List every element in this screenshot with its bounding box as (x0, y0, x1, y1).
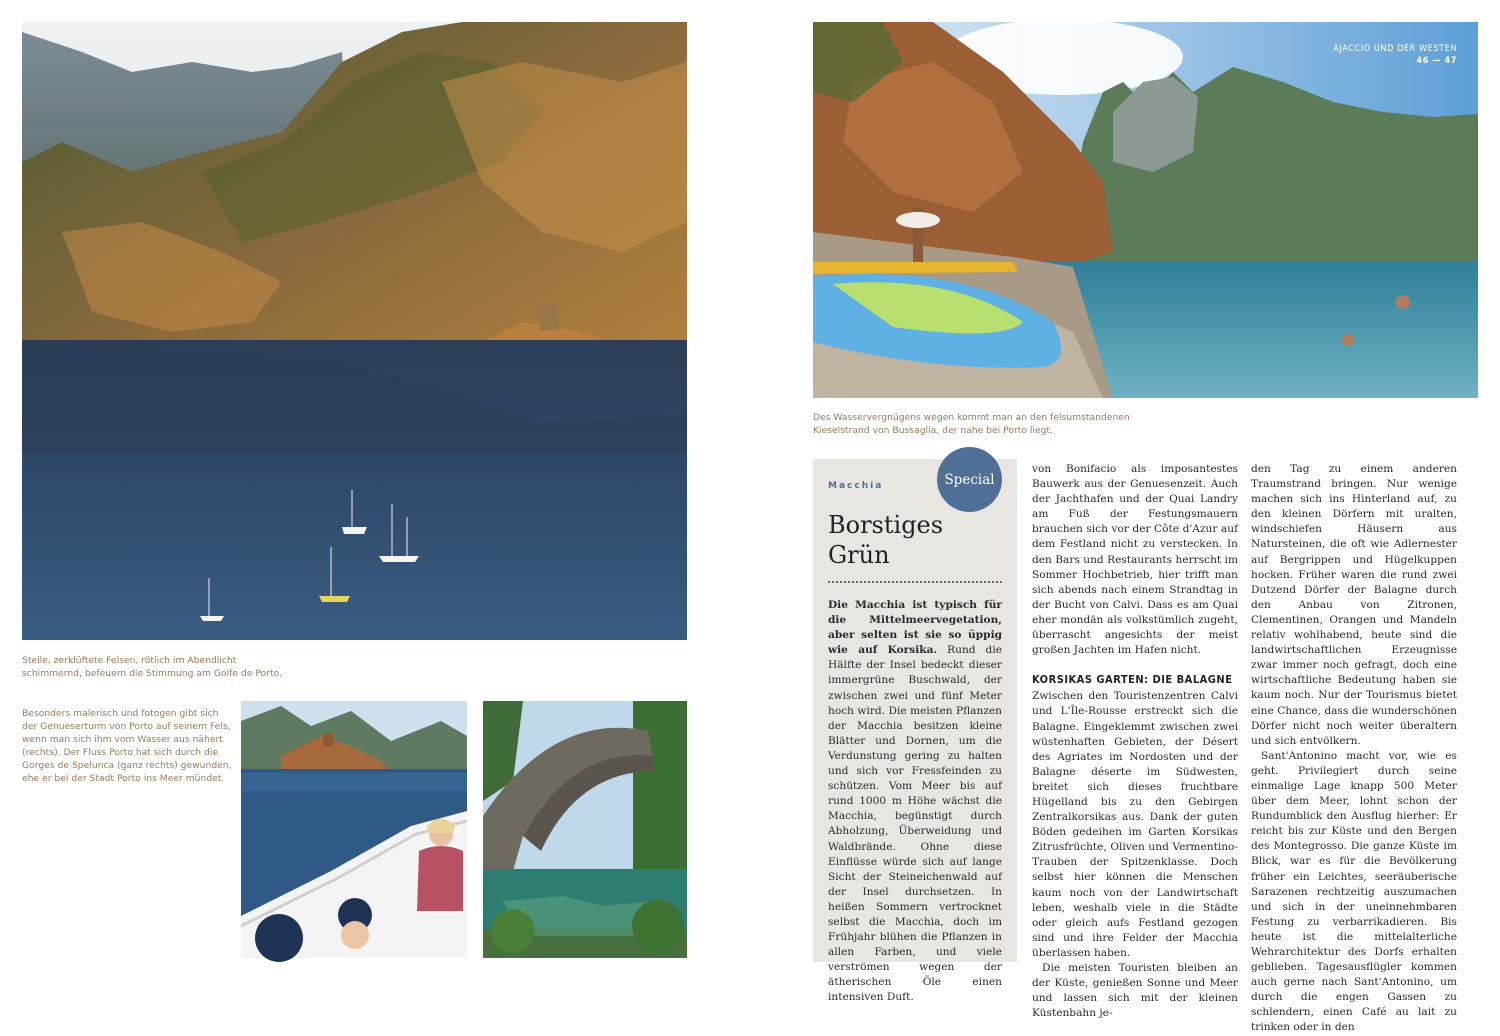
beach-photo-caption: Des Wasservergnügens wegen kommt man an den felsumstandenen Kieselstrand von Bussaglia, der nahe bei Porto liegt. (813, 412, 1130, 436)
porto-gulf-photo (22, 22, 687, 640)
main-photo-caption: Steile, zerklüftete Felsen, rötlich im Abendlicht schimmernd, befeuern die Stimmung am Golfe de Porto. (22, 655, 282, 679)
article-paragraph: den Tag zu einem anderen Traumstrand bringen. Nur wenige machen sich ins Hinterland auf, zu den kleinen Dörfern mit uralten, windschiefen Häusern aus Natursteinen, die oft wie Adlernester auf Bergrippen und Hügelkuppen hocken. Früher waren die rund zwei Dutzend Dörfer der Balagne durch den Anbau von Zitronen, Clementinen, Orangen und Mandeln relativ wohlhabend, heute sind die landwirtschaftlichen Erzeugnisse zwar immer noch gefragt, doch eine wirtschaftliche Bedeutung haben sie kaum noch. Nur der Tourismus bietet eine Chance, dass die wunderschönen Dörfer nicht noch weiter überaltern und sich entvölkern. (1251, 463, 1457, 747)
special-badge: Special (937, 447, 1002, 512)
beach-photo (813, 22, 1478, 398)
article-column-1 (1032, 462, 1238, 1021)
sidebar-headline: Borstiges Grün (828, 511, 944, 569)
sidebar-lead: Die Macchia ist typisch für die Mittelmeervegetation, aber selten ist sie so üppig wie auf Korsika. (828, 599, 1002, 657)
article-paragraph: Zwischen den Touristenzentren Calvi und L'Île-Rousse erstreckt sich die Balagne. Eingeklemmt zwischen zwei wüstenhaften Gebieten, der Désert des Agriates im Nordosten und der Balagne déserte im Südwesten, breitet sich dieses fruchtbare Hügelland bis zu den Gebirgen Zentralkorsikas aus. Dank der guten Böden gedeihen im Garten Korsikas Zitrusfrüchte, Oliven und Vermentino-Trauben der Spitzenklasse. Doch selbst hier können die Menschen kaum noch von der Landwirtschaft leben, weshalb viele in die Städte oder gleich aufs Festland gezogen sind und ihre Felder der Macchia überlassen haben. (1032, 690, 1238, 959)
macchia-sidebar (813, 459, 1017, 1004)
sidebar-body (828, 598, 1002, 1006)
running-head-section: AJACCIO UND DER WESTEN (1333, 44, 1457, 54)
sidebar-kicker: Macchia (828, 481, 884, 491)
article-paragraph: von Bonifacio als imposantestes Bauwerk aus der Genuesenzeit. Auch der Jachthafen und der Quai Landry am Fuß der Festungsmauern brauchen sich vor der Côte d'Azur auf dem Festland nicht zu verstecken. In den Bars und Restaurants herrscht im Sommer Hochbetrieb, hier trifft man sich abends nach einem Strandtag in der Bucht von Calvi. Dass es am Quai eher mondän als volkstümlich zugeht, überrascht angesichts der meist großen Jachten im Hafen nicht. (1032, 463, 1238, 657)
article-paragraph: Die meisten Touristen bleiben an der Küste, genießen Sonne und Meer und lassen sich mit der kleinen Küstenbahn je- (1032, 962, 1238, 1020)
small-photos-caption: Besonders malerisch und fotogen gibt sich der Genueserturm von Porto auf seinem Fels, wenn man sich ihm vom Wasser aus nähert (rechts). Der Fluss Porto hat sich durch die Gorges de Spelunca (ganz rechts) gewunden, ehe er bei der Stadt Porto ins Meer mündet. (22, 708, 232, 784)
page-numbers: 46 — 47 (1416, 56, 1457, 66)
boat-tower-photo (241, 701, 467, 958)
sidebar-text: Rund die Hälfte der Insel bedeckt dieser immergrüne Buschwald, der zwischen zwei und fünf Meter hoch wird. Die meisten Pflanzen der Macchia besitzen kleine Blätter und Dornen, um die Verdunstung gering zu halten und sich vor Fressfeinden zu schützen. Vom Meer bis auf rund 1000 m Höhe wächst die Macchia, begünstigt durch Abholzung, Überweidung und Waldbrände. Ohne diese Einflüsse würde sich auf lange Sicht der Steineichenwald auf der Insel durchsetzen. In heißen Sommern vertrocknet selbst die Macchia, doch im Frühjahr blühen die Pflanzen in allen Farben, und viele verströmen wegen der ätherischen Öle einen intensiven Duft. (828, 644, 1002, 1004)
article-column-2 (1251, 462, 1457, 1036)
running-head (1333, 43, 1457, 67)
bridge-gorge-photo (483, 701, 687, 958)
dotted-divider (828, 581, 1002, 583)
article-paragraph: Sant'Antonino macht vor, wie es geht. Privilegiert durch seine einmalige Lage knapp 500 Meter über dem Meer, lohnt schon der Rundumblick den Ausflug hierher: Er reicht bis zur Küste und den Bergen des Montegrosso. Die ganze Küste im Blick, war es für die Bevölkerung früher ein Leichtes, seeräuberische Sarazenen rechtzeitig auszumachen und sich in der uneinnehmbaren Festung zu verbarrikadieren. Bis heute ist die mittelalterliche Wehrarchitektur des Dorfs erhalten geblieben. Tagesausflügler kommen auch gerne nach Sant'Antonino, um durch die engen Gassen zu schlendern, einen Café au lait zu trinken oder in den (1251, 749, 1457, 1034)
section-subhead: KORSIKAS GARTEN: DIE BALAGNE (1032, 673, 1233, 687)
